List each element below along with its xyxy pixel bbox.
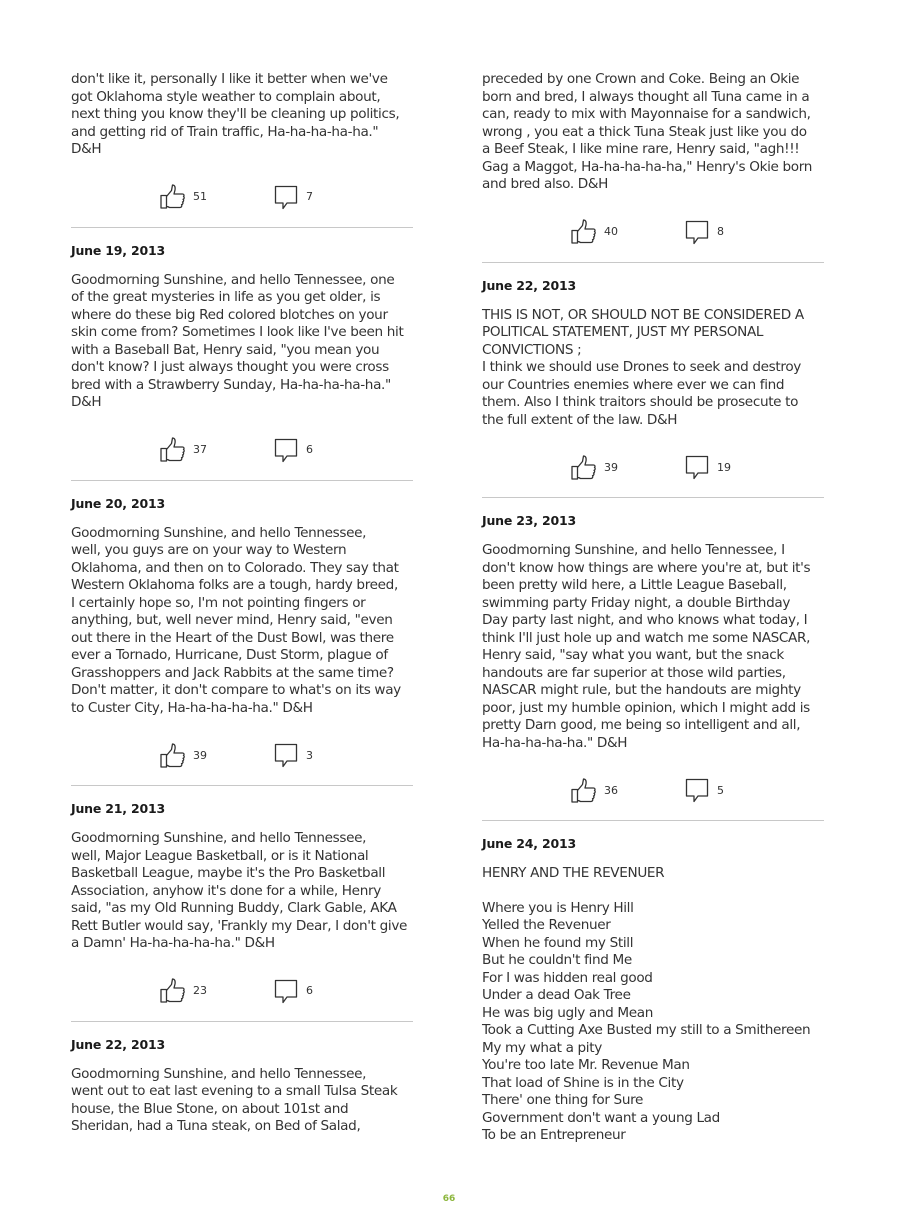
- separator: [71, 227, 413, 228]
- like-count: 39: [193, 748, 207, 762]
- thumbs-up-icon: [159, 183, 186, 210]
- like-button[interactable]: [159, 742, 273, 769]
- speech-bubble-icon: [684, 219, 710, 245]
- poem-title: HENRY AND THE REVENUER: [482, 865, 665, 881]
- comment-button[interactable]: [273, 437, 387, 463]
- speech-bubble-icon: [273, 437, 299, 463]
- comment-count: 6: [306, 984, 313, 997]
- speech-bubble-icon: [684, 454, 710, 480]
- like-button[interactable]: [570, 454, 684, 481]
- comment-button[interactable]: [684, 777, 798, 803]
- post-text: preceded by one Crown and Coke. Being an Okie born and bred, I always thought all Tuna came in a can, ready to mix with Mayonnaise for a sandwich, wrong , you eat a thick Tuna Steak just like you do a Beef Steak, I like mine rare, Henry said, "agh!!! Gag a Maggot, Ha-ha-ha-ha-ha," Henry's Okie born and bred also. D&H: [482, 71, 813, 192]
- post-text: Goodmorning Sunshine, and hello Tennessee, well, Major League Basketball, or is it National Basketball League, maybe it's the Pro Basketball Association, anyhow it's done for a while, Henry said, "as my Old Running Buddy, Clark Gable, AKA Rett Butler would say, 'Frankly my Dear, I don't give a Damn' Ha-ha-ha-ha-ha." D&H: [71, 830, 408, 951]
- right-column: [482, 71, 824, 1145]
- page-number: 66: [442, 1194, 456, 1204]
- post-date: June 22, 2013: [482, 277, 576, 293]
- post-text: Goodmorning Sunshine, and hello Tennessee, one of the great mysteries in life as you get older, is where do these big Red colored blotches on your skin come from? Sometimes I look like I've been hit with a Baseball Bat, Henry said, "you mean you don't know? I just always thought you were cross bred with a Strawberry Sunday, Ha-ha-ha-ha-ha." D&H: [71, 271, 404, 410]
- thumbs-up-icon: [159, 742, 186, 769]
- like-count: 37: [193, 443, 207, 456]
- speech-bubble-icon: [273, 742, 299, 768]
- speech-bubble-icon: [273, 184, 299, 210]
- like-count: 51: [193, 190, 207, 203]
- thumbs-up-icon: [570, 777, 597, 804]
- thumbs-up-icon: [159, 977, 186, 1004]
- like-count: 23: [193, 984, 207, 997]
- like-button[interactable]: [159, 436, 273, 463]
- post-stats: [71, 183, 413, 211]
- post-stats: [482, 776, 824, 804]
- like-count: 40: [604, 225, 618, 238]
- post-date: June 21, 2013: [71, 801, 165, 816]
- like-button[interactable]: [159, 183, 273, 210]
- comment-button[interactable]: [273, 978, 387, 1004]
- post-date: June 24, 2013: [482, 836, 576, 851]
- post-date: June 23, 2013: [482, 513, 576, 528]
- comment-count: 19: [717, 460, 731, 474]
- comment-button[interactable]: [684, 454, 798, 480]
- like-count: 36: [604, 783, 618, 797]
- post-stats: [71, 741, 413, 769]
- like-button[interactable]: [570, 218, 684, 245]
- comment-button[interactable]: [273, 184, 387, 210]
- comment-count: 7: [306, 190, 313, 203]
- post-text: THIS IS NOT, OR SHOULD NOT BE CONSIDERED A POLITICAL STATEMENT, JUST MY PERSONAL CONVICTIONS ; I think we should use Drones to seek and destroy our Countries enemies where ever we can find them. Also I think traitors should be prosecute to the full extent of the law. D&H: [482, 306, 804, 428]
- comment-button[interactable]: [273, 742, 387, 768]
- post-stats: [71, 436, 413, 464]
- post-text: Goodmorning Sunshine, and hello Tennessee, well, you guys are on your way to Western Oklahoma, and then on to Colorado. They say that Western Oklahoma folks are a tough, hardy breed, I certainly hope so, I'm not pointing fingers or anything, but, well never mind, Henry said, "even out there in the Heart of the Dust Bowl, was there ever a Tornado, Hurricane, Dust Storm, plague of Grasshoppers and Jack Rabbits at the same time? Don't matter, it don't compare to what's on its way to Custer City, Ha-ha-ha-ha-ha." D&H: [71, 524, 401, 716]
- post-text: Goodmorning Sunshine, and hello Tennessee, went out to eat last evening to a small Tulsa Steak house, the Blue Stone, on about 101st and Sheridan, had a Tuna steak, on Bed of Salad,: [71, 1065, 398, 1134]
- separator: [482, 497, 824, 498]
- separator: [71, 785, 413, 786]
- post-date: June 19, 2013: [71, 242, 165, 258]
- comment-count: 6: [306, 443, 313, 456]
- post-text: don't like it, personally I like it better when we've got Oklahoma style weather to complain about, next thing you know they'll be cleaning up politics, and getting rid of Train traffic, Ha-ha-ha-ha-ha." D&H: [71, 71, 400, 157]
- post-date: June 22, 2013: [71, 1036, 165, 1052]
- separator: [482, 820, 824, 821]
- post-date: June 20, 2013: [71, 495, 165, 511]
- post-text: Goodmorning Sunshine, and hello Tennessee, I don't know how things are where you're at, but it's been pretty wild here, a Little League Baseball, swimming party Friday night, a double Birthday Day party last night, and who knows what today, I think I'll just hole up and watch me some NASCAR, Henry said, "say what you want, but the snack handouts are far superior at those wild parties, NASCAR might rule, but the handouts are mighty poor, just my humble opinion, which I might add is pretty Darn good, me being so intelligent and all, Ha-ha-ha-ha-ha." D&H: [482, 542, 811, 751]
- post-stats: [482, 218, 824, 246]
- like-button[interactable]: [159, 977, 273, 1004]
- comment-count: 8: [717, 225, 724, 238]
- like-count: 39: [604, 460, 618, 474]
- thumbs-up-icon: [159, 436, 186, 463]
- speech-bubble-icon: [684, 777, 710, 803]
- comment-button[interactable]: [684, 219, 798, 245]
- separator: [71, 1021, 413, 1022]
- separator: [482, 262, 824, 263]
- poem-text: Where you is Henry Hill Yelled the Revenuer When he found my Still But he couldn't find Me For I was hidden real good Under a dead Oak Tree He was big ugly and Mean Took a Cutting Axe Busted my still to a Smithereen My my what a pity You're too late Mr. Revenue Man That load of Shine is in the City There' one thing for Sure Government don't want a young Lad To be an Entrepreneur: [482, 899, 811, 1143]
- like-button[interactable]: [570, 777, 684, 804]
- thumbs-up-icon: [570, 218, 597, 245]
- comment-count: 5: [717, 783, 724, 797]
- separator: [71, 480, 413, 481]
- post-stats: [71, 977, 413, 1005]
- comment-count: 3: [306, 748, 313, 762]
- speech-bubble-icon: [273, 978, 299, 1004]
- thumbs-up-icon: [570, 454, 597, 481]
- post-stats: [482, 453, 824, 481]
- left-column: [71, 71, 413, 1136]
